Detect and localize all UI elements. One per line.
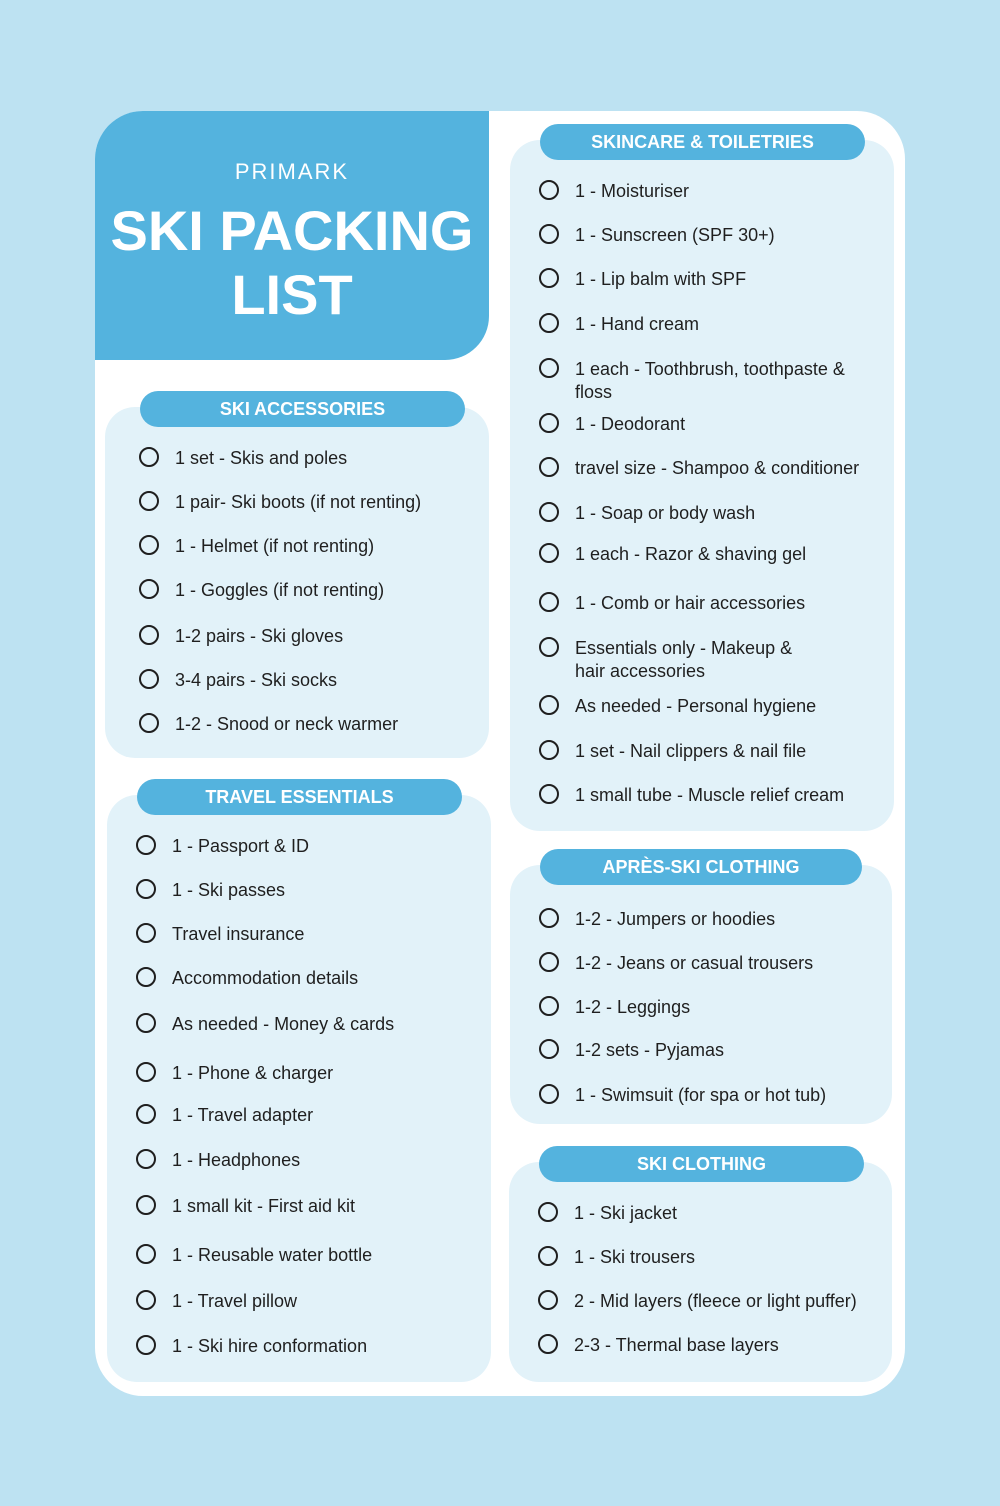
item-label: 1 - Swimsuit (for spa or hot tub) xyxy=(575,1085,827,1105)
checkbox-icon[interactable] xyxy=(136,923,156,943)
checkbox-icon[interactable] xyxy=(136,1335,156,1355)
item-label: 1 - Moisturiser xyxy=(575,181,690,201)
item-label: 1 set - Nail clippers & nail file xyxy=(575,741,807,761)
item-label: 1-2 - Jeans or casual trousers xyxy=(575,953,814,973)
item-label: 1 - Hand cream xyxy=(575,314,700,334)
checkbox-icon[interactable] xyxy=(539,180,559,200)
section-heading: APRÈS-SKI CLOTHING xyxy=(540,849,862,885)
item-label: 1 - Goggles (if not renting) xyxy=(175,580,385,600)
title-line-1: SKI PACKING xyxy=(110,199,474,262)
checkbox-icon[interactable] xyxy=(139,579,159,599)
checkbox-icon[interactable] xyxy=(136,1104,156,1124)
item-label: 1-2 sets - Pyjamas xyxy=(575,1040,725,1060)
section-heading: TRAVEL ESSENTIALS xyxy=(137,779,462,815)
checkbox-icon[interactable] xyxy=(538,1246,558,1266)
checkbox-icon[interactable] xyxy=(539,313,559,333)
item-label: 1 - Travel adapter xyxy=(172,1105,314,1125)
section-ski-clothing xyxy=(509,1146,892,1382)
checkbox-icon[interactable] xyxy=(539,952,559,972)
checkbox-icon[interactable] xyxy=(539,1039,559,1059)
header-banner xyxy=(95,111,489,360)
item-label: Travel insurance xyxy=(172,924,305,944)
checkbox-icon[interactable] xyxy=(539,502,559,522)
checkbox-icon[interactable] xyxy=(136,1062,156,1082)
checkbox-icon[interactable] xyxy=(139,669,159,689)
checkbox-icon[interactable] xyxy=(136,1290,156,1310)
checkbox-icon[interactable] xyxy=(136,1013,156,1033)
checkbox-icon[interactable] xyxy=(539,784,559,804)
brand-name: PRIMARK xyxy=(234,159,350,184)
item-label: 1 - Ski trousers xyxy=(574,1247,696,1267)
checkbox-icon[interactable] xyxy=(136,879,156,899)
checkbox-icon[interactable] xyxy=(136,967,156,987)
checkbox-icon[interactable] xyxy=(538,1202,558,1222)
checkbox-icon[interactable] xyxy=(139,491,159,511)
checkbox-icon[interactable] xyxy=(539,413,559,433)
item-label: 1 - Ski passes xyxy=(172,880,286,900)
section-travel-essentials xyxy=(107,779,491,1382)
checkbox-icon[interactable] xyxy=(539,908,559,928)
checkbox-icon[interactable] xyxy=(539,637,559,657)
item-label: 1 - Passport & ID xyxy=(172,836,310,856)
page-title xyxy=(95,199,489,327)
item-label: 1-2 pairs - Ski gloves xyxy=(175,626,344,646)
checkbox-icon[interactable] xyxy=(539,224,559,244)
item-label: 1 set - Skis and poles xyxy=(175,448,348,468)
item-label: 1 - Ski jacket xyxy=(574,1203,678,1223)
item-label: 1 - Phone & charger xyxy=(172,1063,334,1083)
item-label: 1 - Reusable water bottle xyxy=(172,1245,373,1265)
item-label: 1 small tube - Muscle relief cream xyxy=(575,785,845,805)
item-label: As needed - Personal hygiene xyxy=(575,696,817,716)
item-label: 1 small kit - First aid kit xyxy=(172,1196,356,1216)
section-heading: SKI ACCESSORIES xyxy=(140,391,465,427)
section-heading: SKI CLOTHING xyxy=(539,1146,864,1182)
checkbox-icon[interactable] xyxy=(139,713,159,733)
item-label: 2 - Mid layers (fleece or light puffer) xyxy=(574,1291,857,1311)
item-label-continued: floss xyxy=(575,382,613,402)
checkbox-icon[interactable] xyxy=(539,457,559,477)
title-line-2: LIST xyxy=(231,263,353,326)
section-heading: SKINCARE & TOILETRIES xyxy=(540,124,865,160)
checkbox-icon[interactable] xyxy=(539,695,559,715)
section-skincare-toiletries xyxy=(510,124,894,831)
item-label: 1-2 - Jumpers or hoodies xyxy=(575,909,776,929)
checkbox-icon[interactable] xyxy=(539,740,559,760)
checkbox-icon[interactable] xyxy=(539,996,559,1016)
item-label: Accommodation details xyxy=(172,968,359,988)
checkbox-icon[interactable] xyxy=(538,1334,558,1354)
item-label: 1 each - Razor & shaving gel xyxy=(575,544,807,564)
item-label-continued: hair accessories xyxy=(575,661,706,681)
item-label: 1 - Headphones xyxy=(172,1150,301,1170)
item-label: 1 - Soap or body wash xyxy=(575,503,756,523)
item-label: 1 each - Toothbrush, toothpaste & xyxy=(575,359,845,379)
checkbox-icon[interactable] xyxy=(139,447,159,467)
item-label: 1-2 - Snood or neck warmer xyxy=(175,714,399,734)
item-label: As needed - Money & cards xyxy=(172,1014,395,1034)
section-apres-ski-clothing xyxy=(510,849,892,1124)
item-label: 2-3 - Thermal base layers xyxy=(574,1335,779,1355)
checkbox-icon[interactable] xyxy=(539,592,559,612)
checkbox-icon[interactable] xyxy=(136,1244,156,1264)
checkbox-icon[interactable] xyxy=(538,1290,558,1310)
item-label: 1 - Helmet (if not renting) xyxy=(175,536,375,556)
item-label: 1 - Sunscreen (SPF 30+) xyxy=(575,225,775,245)
item-label: travel size - Shampoo & conditioner xyxy=(575,458,860,478)
checkbox-icon[interactable] xyxy=(136,1195,156,1215)
item-label: 1 - Comb or hair accessories xyxy=(575,593,806,613)
checkbox-icon[interactable] xyxy=(539,358,559,378)
item-label: 3-4 pairs - Ski socks xyxy=(175,670,338,690)
item-label: 1 pair- Ski boots (if not renting) xyxy=(175,492,422,512)
item-label: 1 - Ski hire conformation xyxy=(172,1336,368,1356)
checkbox-icon[interactable] xyxy=(539,268,559,288)
item-label: Essentials only - Makeup & xyxy=(575,638,793,658)
checkbox-icon[interactable] xyxy=(136,835,156,855)
checkbox-icon[interactable] xyxy=(539,543,559,563)
checkbox-icon[interactable] xyxy=(136,1149,156,1169)
checkbox-icon[interactable] xyxy=(139,625,159,645)
checkbox-icon[interactable] xyxy=(539,1084,559,1104)
section-ski-accessories xyxy=(105,391,489,758)
item-label: 1 - Lip balm with SPF xyxy=(575,269,747,289)
item-label: 1 - Deodorant xyxy=(575,414,686,434)
item-label: 1-2 - Leggings xyxy=(575,997,691,1017)
checkbox-icon[interactable] xyxy=(139,535,159,555)
item-label: 1 - Travel pillow xyxy=(172,1291,298,1311)
